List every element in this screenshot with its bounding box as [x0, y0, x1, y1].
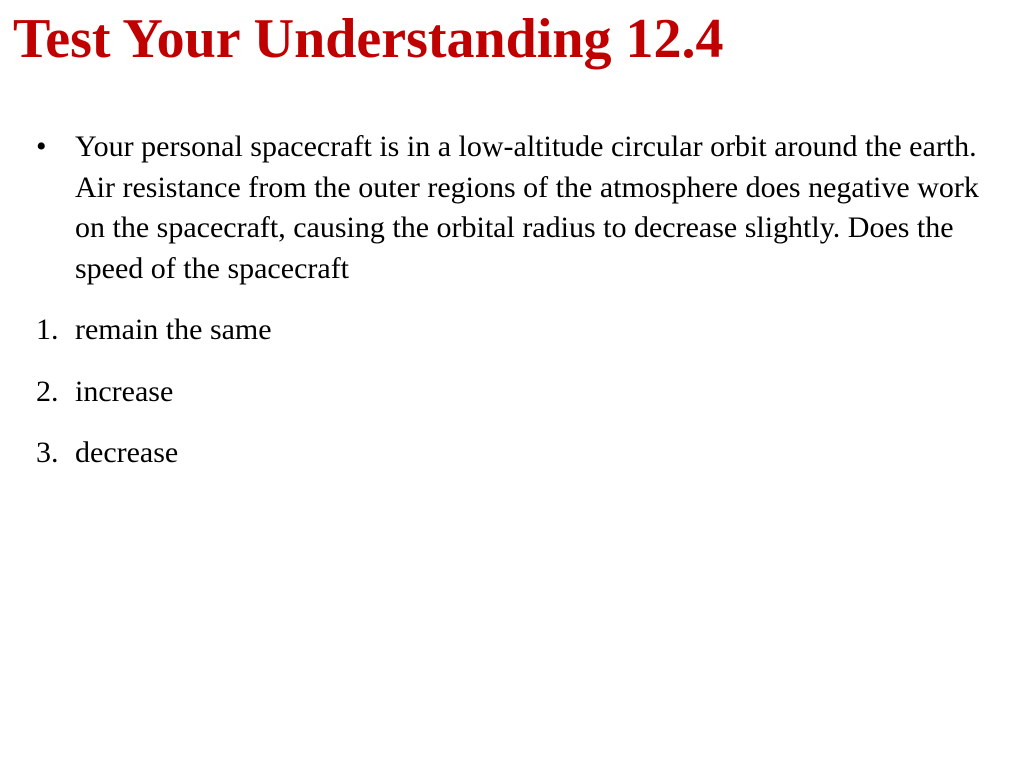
option-number: 1. [36, 313, 59, 346]
option-number: 3. [36, 436, 59, 469]
answer-option [36, 310, 272, 351]
option-text: decrease [75, 436, 179, 469]
option-number: 2. [36, 374, 59, 408]
answer-option [36, 433, 272, 474]
option-text: remain the same [75, 313, 272, 346]
answer-option [36, 372, 272, 413]
option-text: increase [75, 374, 174, 408]
answer-options [36, 310, 272, 495]
question-text: Your personal spacecraft is in a low-altitude circular orbit around the earth. Air resistance from the outer regions of the atmosphere does negative work on the spacecraft, causing the orbital radius to decrease slightly. Does the speed of the spacecraft [75, 130, 979, 285]
question-bullet [36, 127, 986, 289]
slide-title: Test Your Understanding 12.4 [13, 8, 724, 70]
bullet-icon: • [36, 130, 47, 163]
